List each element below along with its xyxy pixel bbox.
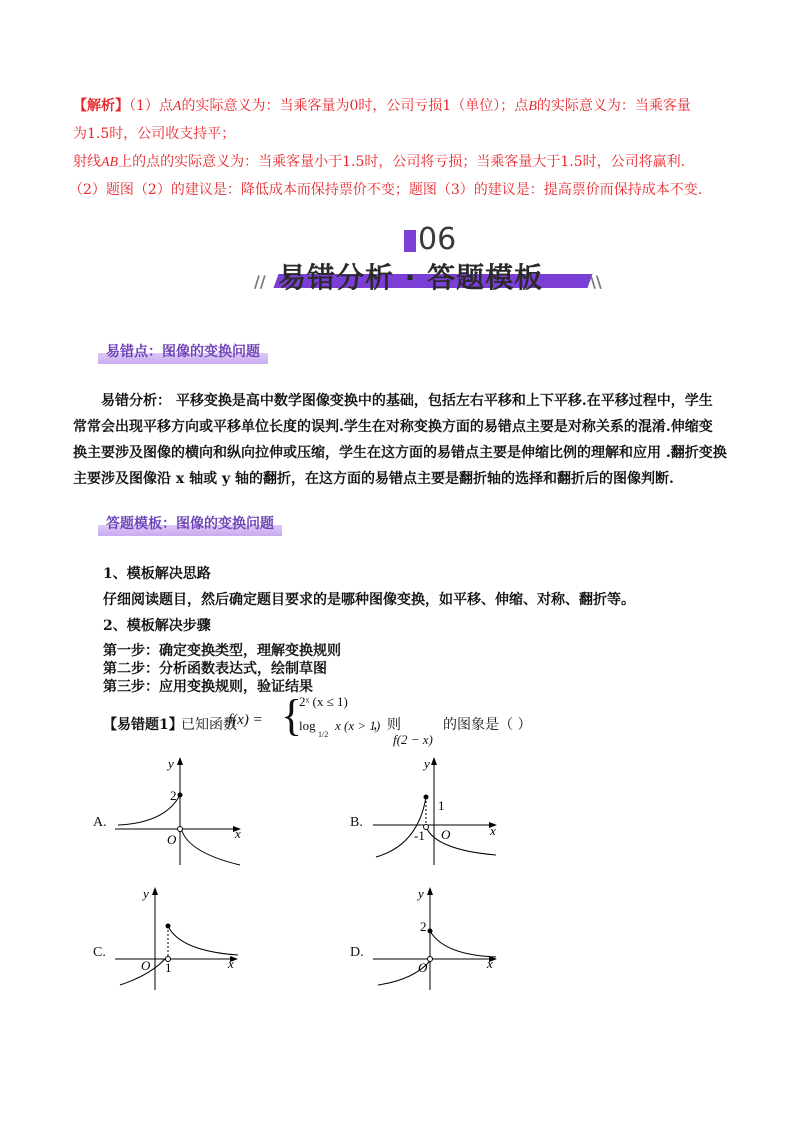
section-banner [250,222,610,302]
banner-accent-bar [404,230,416,252]
question-pre: 已知函数 [181,717,237,733]
analysis-line-2: 为1.5时，公司收支持平； [73,126,236,142]
case-2-rest: x (x > 1) [335,718,381,733]
choice-c-graph[interactable] [110,885,250,1000]
case-1: 2ˣ (x ≤ 1) [299,694,348,709]
x-label: x [490,823,496,838]
curve-right [182,831,240,865]
step-3: 第三步：应用变换规则，验证结果 [103,679,313,695]
ray-ab: AB [101,155,119,170]
open-point [178,827,183,832]
paragraph-line: 主要涉及图像沿 x 轴或 y 轴的翻折，在这方面的易错点主要是翻折轴的选择和翻折后的图像判断. [73,471,674,487]
template-badge: 答题模板：图像的变换问题 [98,512,282,536]
y-label: y [424,756,430,771]
paragraph-line: 易错分析： 平移变换是高中数学图像变换中的基础，包括左右平移和上下平移.在平移过程中，学生 [101,393,713,409]
choice-d-graph[interactable] [368,885,508,1000]
tick-label: 2 [420,919,427,934]
question-post: 的图象是（ ） [443,717,532,733]
template-text-1: 仔细阅读题目，然后确定题目要求的是哪种图像变换，如平移、伸缩、对称、翻折等。 [103,592,635,608]
case-2-base: 1/2 [318,730,329,739]
banner-right-deco: \\ [590,272,602,291]
y-label: y [418,886,424,901]
analysis-line-1 [73,96,773,117]
origin-label: O [418,960,428,975]
template-heading-1: 1、模板解决思路 [103,566,211,582]
analysis-block [69,96,773,201]
analysis-text: （1）点 [129,98,173,114]
function-name: f(x) = [228,712,263,728]
curve-left [376,797,426,857]
error-analysis-paragraph [73,388,773,492]
origin-label: O [141,958,151,973]
analysis-text: 上的点的实际意义为：当乘客量小于1.5时，公司将亏损；当乘客量大于1.5时，公司将赢利. [118,154,686,170]
point-a: A [172,99,182,114]
filled-point [428,929,433,934]
analysis-line-3 [73,152,773,173]
step-2: 第二步：分析函数表达式，绘制草图 [103,661,327,677]
paragraph-line: 换主要涉及图像的横向和纵向拉伸或压缩，学生在这方面的易错点主要是伸缩比例的理解和应用 .翻折变换 [73,445,727,461]
open-point [428,957,433,962]
y-label: y [143,886,149,901]
y-arrow-icon [427,887,433,895]
choice-d-label[interactable]: D. [350,945,364,960]
template-steps [103,642,341,696]
error-point-badge: 易错点：图像的变换问题 [98,340,268,364]
filled-point [166,924,171,929]
question-1 [103,692,763,748]
filled-point [424,795,429,800]
curve-right [426,827,496,855]
template-heading-2: 2、模板解决步骤 [103,618,211,634]
y-arrow-icon [152,887,158,895]
paragraph-line: 常常会出现平移方向或平移单位长度的误判.学生在对称变换方面的易错点主要是对称关系的混淆.伸缩变 [73,419,713,435]
question-then: ，则 [373,717,401,733]
analysis-line-4: （2）题图（2）的建议是：降低成本而保持票价不变；题图（3）的建议是：提高票价而保持成本不变. [69,182,703,198]
question-tag: 【易错题1】 [103,717,183,733]
y-label: y [168,756,174,771]
point-b: B [528,99,537,114]
curve-right [430,931,496,957]
curve-right [168,926,238,955]
analysis-tag: 【解析】 [73,98,129,114]
banner-title: 易错分析 · 答题模板 [278,261,544,294]
choice-c-label[interactable]: C. [93,945,106,960]
tick-label: -1 [414,828,425,843]
analysis-text: 射线 [73,154,101,170]
x-label: x [487,956,493,971]
target-function: f(2 − x) [393,732,433,747]
tick-label: 1 [165,960,172,975]
tick-label: 1 [438,798,445,813]
choice-a-label[interactable]: A. [93,815,107,830]
x-label: x [235,826,241,841]
choice-a-graph[interactable] [110,755,250,870]
case-2-log: log [299,718,316,733]
analysis-text: 的实际意义为：当乘客量 [536,98,691,114]
analysis-text: 的实际意义为：当乘客量为0时，公司亏损1（单位）；点 [181,98,529,114]
y-arrow-icon [431,757,437,765]
banner-left-deco: // [254,272,266,291]
filled-point [178,793,183,798]
y-arrow-icon [177,757,183,765]
choice-b-graph[interactable] [368,755,508,870]
piecewise-brace: { [281,691,303,740]
banner-number: 06 [418,222,457,257]
tick-label: 2 [170,788,177,803]
x-label: x [228,956,234,971]
choice-b-label[interactable]: B. [350,815,363,830]
origin-label: O [167,832,177,847]
origin-label: O [441,827,451,842]
step-1: 第一步：确定变换类型，理解变换规则 [103,643,341,659]
